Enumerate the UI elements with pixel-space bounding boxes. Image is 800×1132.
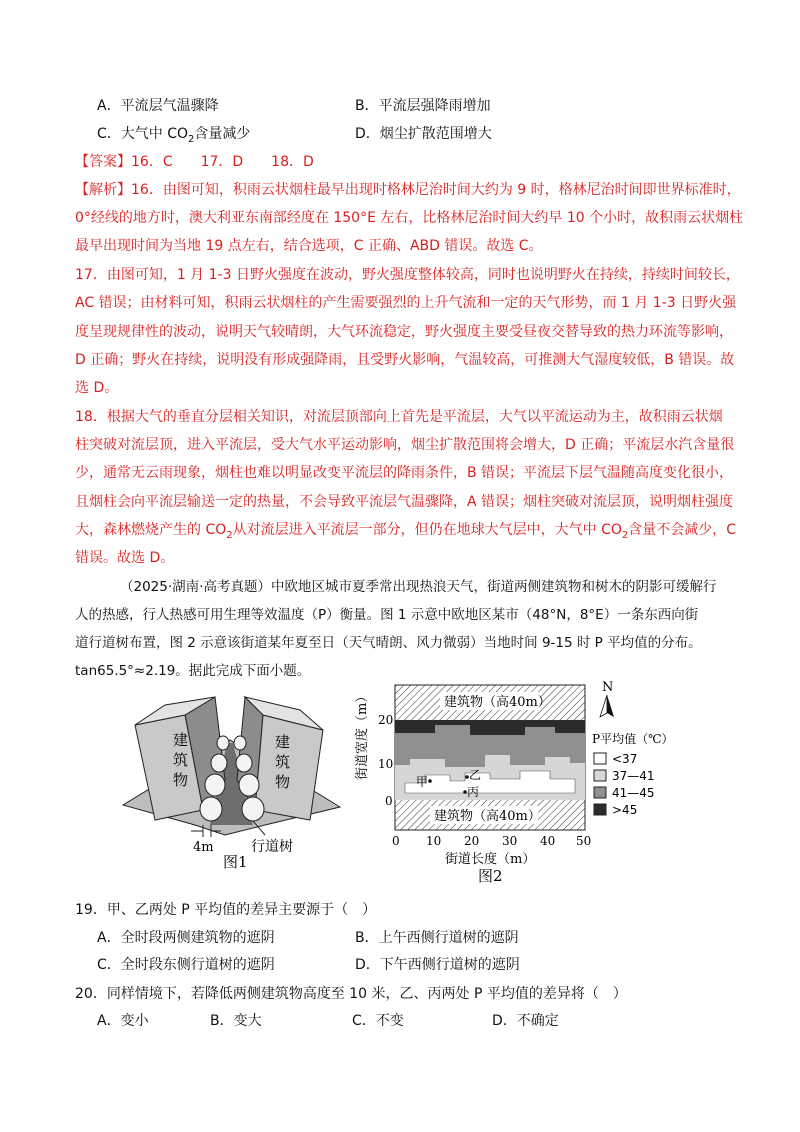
- analysis-16-line2: 0°经线的地方时，澳大利亚东南部经度在 150°E 左右，比格林尼治时间大约早 10 个小时，故积雨云状烟柱: [75, 210, 744, 226]
- analysis-16-line3: 最早出现时间为当地 19 点左右，结合选项，C 正确、ABD 错误。故选 C。: [75, 238, 543, 254]
- q19-option-a: A．全时段两侧建筑物的遮阴: [97, 930, 275, 946]
- analysis-16-line1: 【解析】16．由图可知，积雨云状烟柱最早出现时格林尼治时间大约为 9 时，格林尼治时间即世界标准时，: [75, 182, 741, 198]
- analysis-18-line4: 且烟柱会向平流层输送一定的热量，不会导致平流层气温骤降，A 错误；烟柱突破对流层顶，说明烟柱强度: [75, 494, 734, 510]
- analysis-17-line5: 选 D。: [75, 380, 119, 396]
- figure-2: [350, 675, 695, 885]
- ytick-0: 0: [385, 794, 393, 808]
- top-building-label: 建筑物（高40m）: [444, 695, 551, 710]
- material-line1: （2025·湖南·高考真题）中欧地区城市夏季常出现热浪天气，街道两侧建筑物和树木的阴影可缓解行: [120, 579, 717, 595]
- xtick-40: 40: [540, 834, 556, 848]
- ytick-10: 10: [378, 757, 394, 771]
- analysis-17-line2: AC 错误；由材料可知，积雨云状烟柱的产生需要强烈的上升气流和一定的天气形势，而 1 月 1-3 日野火强: [75, 295, 737, 311]
- analysis-18-line1: 18．根据大气的垂直分层相关知识，对流层顶部向上首先是平流层，大气以平流运动为主，故积雨云状烟: [75, 409, 723, 425]
- right-building-label-3: 物: [275, 773, 291, 791]
- xtick-10: 10: [426, 834, 442, 848]
- q20-stem: 20．同样情境下，若降低两侧建筑物高度至 10 米，乙、丙两处 P 平均值的差异将（ ）: [75, 986, 627, 1002]
- width-label: 4m: [193, 840, 214, 855]
- north-arrow-icon: [607, 695, 614, 717]
- q19-stem: 19．甲、乙两处 P 平均值的差异主要源于（ ）: [75, 902, 377, 918]
- option-a: A．平流层气温骤降: [97, 98, 219, 114]
- q19-option-d: D．下午西侧行道树的遮阴: [355, 957, 520, 973]
- analysis-17-line1: 17．由图可知，1 月 1-3 日野火强度在波动，野火强度整体较高，同时也说明野火在持续，持续时间较长，: [75, 267, 740, 283]
- option-b: B．平流层强降雨增加: [355, 98, 491, 114]
- analysis-18-line5: 大，森林燃烧产生的 $CO_2$从对流层进入平流层一部分，但仍在地球大气层中，大气中 $CO_2$含量不会减少，C: [75, 522, 737, 541]
- y-axis-label: 街道宽度（m）: [355, 689, 370, 780]
- point-jia: 甲: [416, 775, 429, 789]
- bottom-building-label: 建筑物（高40m）: [434, 809, 541, 824]
- figure-1: [115, 685, 350, 870]
- left-building-label-1: 建: [173, 731, 189, 749]
- point-yi: 乙: [469, 768, 482, 782]
- legend-swatch-lt37: [594, 753, 606, 764]
- legend-label-41-45: 41—45: [612, 786, 655, 800]
- option-c: C．大气中 $CO_2$含量减少: [97, 126, 251, 145]
- legend-title: P平均值（℃）: [592, 732, 674, 746]
- legend-swatch-37-41: [594, 770, 606, 781]
- legend-label-37-41: 37—41: [612, 769, 655, 783]
- left-building-label-2: 筑: [173, 751, 189, 769]
- ytick-20: 20: [378, 713, 394, 727]
- material-line4: tan65.5°≈2.19。据此完成下面小题。: [75, 663, 311, 679]
- q20-option-d: D．不确定: [492, 1013, 559, 1029]
- legend-swatch-41-45: [594, 787, 606, 798]
- point-bing: 丙: [467, 785, 480, 799]
- legend-swatch-gt45: [594, 804, 606, 815]
- north-label: N: [602, 680, 614, 695]
- q20-option-a: A．变小: [97, 1013, 149, 1029]
- q20-option-c: C．不变: [352, 1013, 404, 1029]
- material-line2: 人的热感，行人热感可用生理等效温度（P）衡量。图 1 示意中欧地区某市（48°N，8°E）一条东西向街: [75, 607, 699, 623]
- figure-1-caption: 图1: [223, 853, 248, 870]
- figure-2-caption: 图2: [478, 867, 503, 885]
- q20-option-b: B．变大: [210, 1013, 262, 1029]
- xtick-20: 20: [464, 834, 480, 848]
- q19-option-b: B．上午西侧行道树的遮阴: [355, 930, 519, 946]
- analysis-18-line6: 错误。故选 D。: [75, 550, 175, 566]
- analysis-17-line4: D 正确；野火在持续，说明没有形成强降雨，且受野火影响，气温较高，可推测大气湿度较低，B 错误。故: [75, 352, 735, 368]
- answer-line: 【答案】16．C 17．D 18．D: [75, 154, 314, 170]
- right-building-label-1: 建: [275, 733, 291, 751]
- legend-label-lt37: <37: [612, 752, 638, 766]
- right-building-label-2: 筑: [275, 753, 291, 771]
- material-line3: 道行道树布置，图 2 示意该街道某年夏至日（天气晴朗、风力微弱）当地时间 9-15 时 P 平均值的分布。: [75, 635, 702, 651]
- option-d: D．烟尘扩散范围增大: [355, 126, 492, 142]
- q19-option-c: C．全时段东侧行道树的遮阴: [97, 957, 275, 973]
- xtick-30: 30: [502, 834, 518, 848]
- analysis-17-line3: 度呈现规律性的波动，说明天气较晴朗，大气环流稳定，野火强度主要受昼夜交替导致的热力环流等影响，: [75, 324, 733, 340]
- xtick-50: 50: [576, 834, 592, 848]
- analysis-18-line2: 柱突破对流层顶，进入平流层，受大气水平运动影响，烟尘扩散范围将会增大，D 正确；平流层水汽含量很: [75, 437, 735, 453]
- left-building-label-3: 物: [173, 771, 189, 789]
- analysis-18-line3: 少，通常无云雨现象，烟柱也难以明显改变平流层的降雨条件，B 错误；平流层下层气温随高度变化很小，: [75, 465, 734, 481]
- tree-label: 行道树: [251, 839, 293, 855]
- xtick-0: 0: [392, 834, 400, 848]
- x-axis-label: 街道长度（m）: [445, 852, 536, 867]
- legend-label-gt45: >45: [612, 803, 638, 817]
- zone-gt45: [395, 720, 585, 735]
